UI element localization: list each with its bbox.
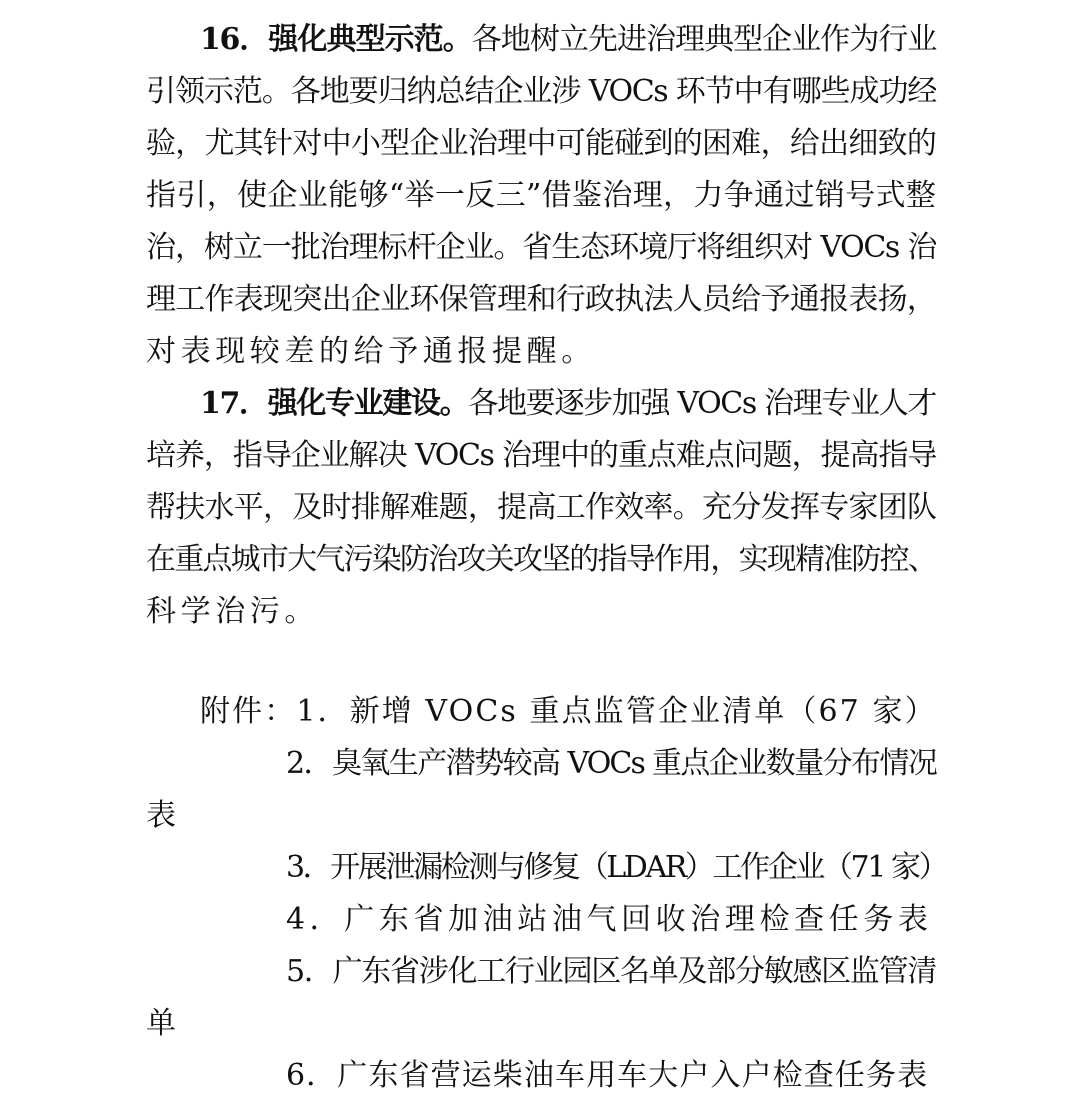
attachment-item-2-continued: 表 (146, 798, 181, 833)
section-16-line-4: 指引，使企业能够“举一反三”借鉴治理，力争通过销号式整 (146, 178, 936, 213)
section-17-heading: 17．强化专业建设。 (200, 386, 469, 421)
section-16-line-1 (200, 14, 936, 66)
section-17-line-5: 科学治污。 (146, 594, 319, 629)
attachment-item-5-continued: 单 (146, 1006, 181, 1041)
attachment-item-2: 2．臭氧生产潜势较高 VOCs 重点企业数量分布情况 (286, 746, 936, 781)
section-16-heading: 16．强化典型示范。 (200, 22, 472, 57)
section-16-line-7: 对表现较差的给予通报提醒。 (146, 334, 596, 369)
attachments-label: 附件： (200, 694, 297, 729)
attachment-item-5: 5．广东省涉化工行业园区名单及部分敏感区监管清 (286, 954, 936, 989)
section-17-line-1 (200, 378, 936, 430)
section-17-line-3: 帮扶水平，及时排解难题，提高工作效率。充分发挥专家团队 (146, 490, 936, 525)
section-16-line-6: 理工作表现突出企业环保管理和行政执法人员给予通报表扬， (146, 282, 936, 317)
attachment-item-4: 4．广东省加油站油气回收治理检查任务表 (286, 902, 933, 937)
section-17-line-1-text: 各地要逐步加强 VOCs 治理专业人才 (468, 386, 937, 421)
section-17-line-4: 在重点城市大气污染防治攻关攻坚的指导作用，实现精准防控、 (146, 542, 936, 577)
section-16-line-2: 引领示范。各地要归纳总结企业涉 VOCs 环节中有哪些成功经 (146, 74, 936, 109)
section-16-line-5: 治，树立一批治理标杆企业。省生态环境厅将组织对 VOCs 治 (146, 230, 936, 265)
attachment-item-3: 3．开展泄漏检测与修复（LDAR）工作企业（71 家） (286, 850, 947, 885)
section-16-line-3: 验，尤其针对中小型企业治理中可能碰到的困难，给出细致的 (146, 126, 936, 161)
section-17-line-2: 培养，指导企业解决 VOCs 治理中的重点难点问题，提高指导 (146, 438, 936, 473)
attachment-item-6: 6．广东省营运柴油车用车大户入户检查任务表 (286, 1058, 929, 1093)
section-16-line-1-text: 各地树立先进治理典型企业作为行业 (471, 22, 936, 57)
attachment-item-1: 1．新增 VOCs 重点监管企业清单（67 家） (296, 694, 937, 729)
attachments-line-1 (200, 686, 936, 738)
